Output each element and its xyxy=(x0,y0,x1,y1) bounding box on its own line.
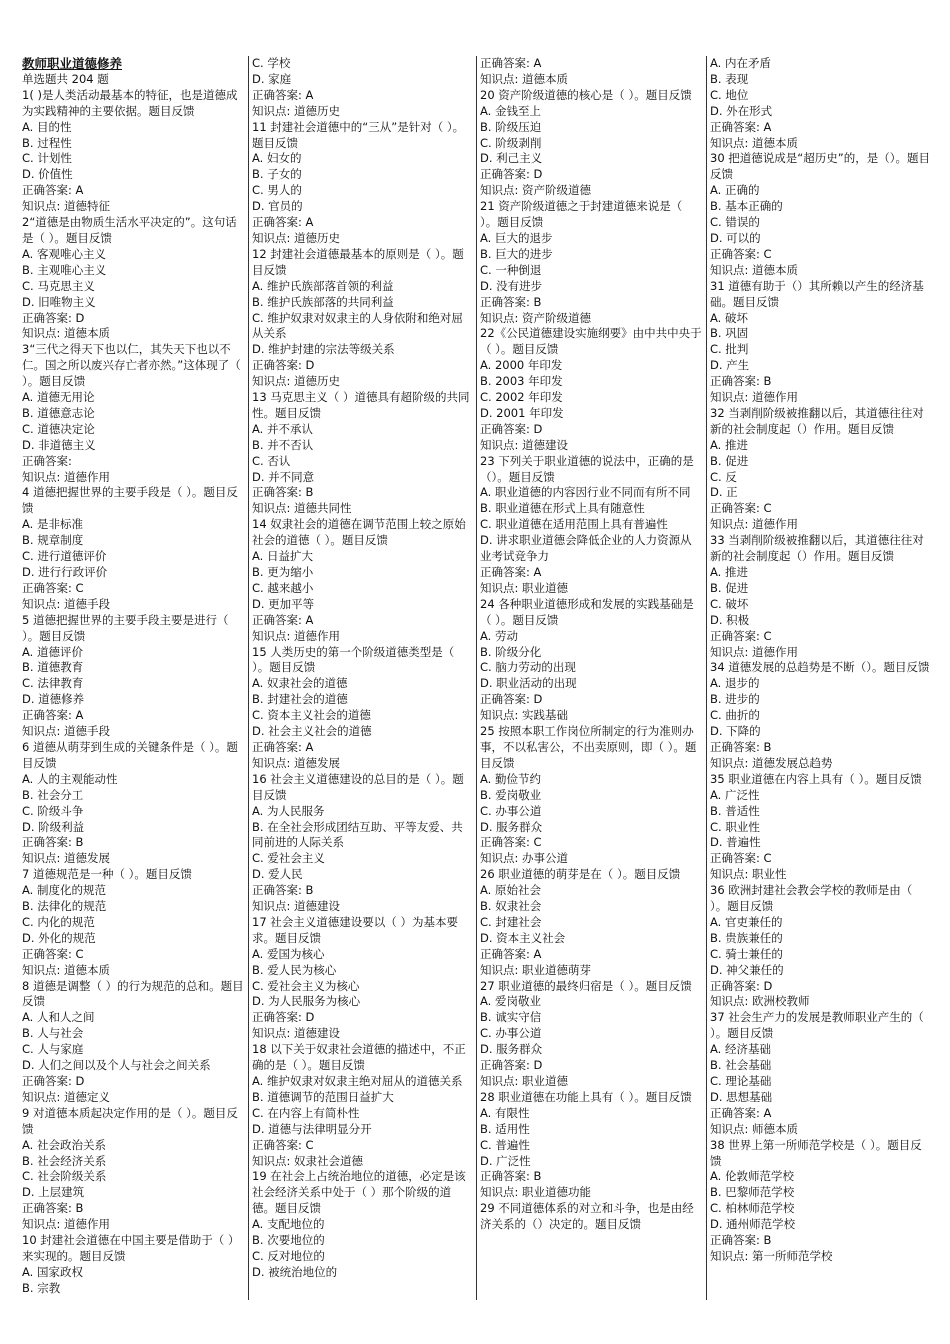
text-line: 正确答案: A xyxy=(252,215,314,230)
text-line: 知识点: 职业性 xyxy=(710,867,787,882)
text-line: A. 目的性 xyxy=(22,119,72,134)
text-line: 正确答案: A xyxy=(710,1105,772,1120)
text-line: 正确答案: D xyxy=(480,692,543,707)
text-column-2 xyxy=(252,56,472,1306)
text-line: A. 2000 年印发 xyxy=(480,358,563,373)
text-line: A. 伦敦师范学校 xyxy=(710,1169,794,1184)
text-line: D. 讲求职业道德会降低企业的人力资源从业考试竞争力 xyxy=(480,533,692,564)
text-line: A. 道德无用论 xyxy=(22,390,95,405)
text-line: 知识点: 道德定义 xyxy=(22,1089,111,1104)
text-line: 正确答案: A xyxy=(480,565,542,579)
text-line: C. 维护奴隶对奴隶主的人身依附和绝对屈从关系 xyxy=(252,310,463,341)
text-line: D. 阶级利益 xyxy=(22,819,85,834)
text-line: 13 马克思主义（ ）道德具有超阶级的共同性。题目反馈 xyxy=(252,390,470,420)
text-line: D. 家庭 xyxy=(252,71,292,86)
text-line: 6 道德从萌芽到生成的关键条件是（ ）。题目反馈 xyxy=(22,739,238,770)
text-line: B. 社会经济关系 xyxy=(22,1153,107,1168)
text-line: C. 人与家庭 xyxy=(22,1042,84,1057)
text-line: B. 社会分工 xyxy=(22,787,84,802)
text-line: D. 产生 xyxy=(710,358,750,373)
text-line: 30 把道德说成是“超历史”的，是（）。题目反馈 xyxy=(710,151,930,182)
text-line: 知识点: 道德作用 xyxy=(22,1217,111,1232)
text-line: B. 促进 xyxy=(710,453,749,468)
text-line: 36 欧洲封建社会教会学校的教师是由（ ）。题目反馈 xyxy=(710,883,916,914)
text-line: C. 内化的规范 xyxy=(22,914,95,929)
text-line: 知识点: 第一所师范学校 xyxy=(710,1248,833,1263)
text-line: C. 破坏 xyxy=(710,596,749,611)
text-line: 知识点: 道德本质 xyxy=(22,326,111,341)
text-line: 正确答案: C xyxy=(710,851,772,866)
text-line: A. 是非标准 xyxy=(22,517,83,532)
text-line: 正确答案: D xyxy=(480,421,543,436)
text-line: B. 宗教 xyxy=(22,1280,61,1295)
text-line: 知识点: 道德作用 xyxy=(710,517,799,532)
text-line: 正确答案: B xyxy=(22,1201,84,1216)
text-line: D. 并不同意 xyxy=(252,469,315,484)
text-line: B. 巩固 xyxy=(710,326,749,341)
text-line: A. 爱岗敬业 xyxy=(480,994,541,1009)
text-line: 18 以下关于奴隶社会道德的描述中，不正确的是（ ）。题目反馈 xyxy=(252,1042,466,1073)
text-line: D. 外在形式 xyxy=(710,103,773,118)
text-line: B. 普适性 xyxy=(710,803,760,818)
text-line: 11 封建社会道德中的“三从”是针对（ ）。题目反馈 xyxy=(252,119,465,150)
text-line: C. 职业性 xyxy=(710,819,760,834)
text-line: 正确答案: C xyxy=(252,1137,314,1152)
text-line: A. 社会政治关系 xyxy=(22,1137,106,1152)
text-line: 24 各种职业道德形成和发展的实践基础是（ ）。题目反馈 xyxy=(480,596,694,627)
text-line: D. 进行行政评价 xyxy=(22,565,108,579)
text-line: 正确答案: B xyxy=(480,294,542,309)
text-line: 正确答案: B xyxy=(22,835,84,850)
text-line: 知识点: 道德本质 xyxy=(710,135,799,150)
text-line: 知识点: 资产阶级道德 xyxy=(480,183,592,198)
text-line: 正确答案: D xyxy=(252,1010,315,1025)
text-line: 知识点: 道德本质 xyxy=(480,71,569,86)
text-line: B. 诚实守信 xyxy=(480,1010,542,1025)
text-line: B. 贵族兼任的 xyxy=(710,930,783,945)
text-line: 正确答案: A xyxy=(252,739,314,754)
text-line: C. 马克思主义 xyxy=(22,278,95,293)
text-line: 知识点: 道德发展 xyxy=(252,755,341,770)
text-line: 知识点: 办事公道 xyxy=(480,851,569,866)
text-line: 知识点: 道德建设 xyxy=(252,1026,341,1041)
text-line: D. 价值性 xyxy=(22,167,73,182)
text-line: 22《公民道德建设实施纲要》由中共中央于（ ）。题目反馈 xyxy=(480,326,702,357)
text-line: 1( )是人类活动最基本的特征，也是道德成为实践精神的主要依据。题目反馈 xyxy=(22,87,238,118)
text-line: D. 利己主义 xyxy=(480,151,543,166)
text-line: C. 计划性 xyxy=(22,151,72,166)
text-line: C. 学校 xyxy=(252,56,291,70)
column-divider xyxy=(476,56,477,1300)
column-divider xyxy=(706,56,707,1300)
text-line: 正确答案: B xyxy=(710,374,772,389)
text-line: 27 职业道德的最终归宿是（ ）。题目反馈 xyxy=(480,978,692,993)
text-line: 5 道德把握世界的主要手段主要是进行（ ）。题目反馈 xyxy=(22,612,233,643)
text-line: 知识点: 欧洲校教师 xyxy=(710,994,810,1009)
text-line: B. 主观唯心主义 xyxy=(22,262,107,277)
text-line: C. 法律教育 xyxy=(22,676,84,691)
text-line: D. 可以的 xyxy=(710,230,761,245)
text-line: 3“三代之得天下也以仁，其失天下也以不仁。国之所以废兴存亡者亦然。”这体现了（ ）。题目反馈 xyxy=(22,342,245,389)
text-line: D. 上层建筑 xyxy=(22,1185,85,1200)
text-line: A. 为人民服务 xyxy=(252,803,325,818)
text-line: 知识点: 道德发展总趋势 xyxy=(710,755,833,770)
text-line: 知识点: 职业道德 xyxy=(480,580,569,595)
text-line: B. 适用性 xyxy=(480,1121,530,1136)
text-line: 29 不同道德体系的对立和斗争，也是由经济关系的（）决定的。题目反馈 xyxy=(480,1201,694,1232)
text-line: A. 并不承认 xyxy=(252,421,313,436)
text-line: 正确答案: D xyxy=(22,310,85,325)
text-line: 正确答案: B xyxy=(710,1233,772,1248)
text-line: D. 维护封建的宗法等级关系 xyxy=(252,342,395,357)
text-line: 33 当剥削阶级被推翻以后，其道德往往对新的社会制度起（）作用。题目反馈 xyxy=(710,533,924,564)
text-line: A. 职业道德的内容因行业不同而有所不同 xyxy=(480,485,691,500)
text-line: D. 没有进步 xyxy=(480,278,543,293)
text-line: 正确答案: C xyxy=(710,628,772,643)
text-line: 正确答案: B xyxy=(252,485,314,500)
text-line: D. 更加平等 xyxy=(252,596,315,611)
text-line: 正确答案: B xyxy=(480,1169,542,1184)
text-line: 知识点: 道德历史 xyxy=(252,230,341,245)
text-line: A. 人的主观能动性 xyxy=(22,771,118,786)
text-line: 正确答案: C xyxy=(22,946,84,961)
text-line: D. 外化的规范 xyxy=(22,930,96,945)
text-line: 32 当剥削阶级被推翻以后，其道德往往对新的社会制度起（）作用。题目反馈 xyxy=(710,405,924,436)
text-line: D. 道德与法律明显分开 xyxy=(252,1121,372,1136)
text-line: 知识点: 职业道德功能 xyxy=(480,1185,592,1200)
text-line: C. 2002 年印发 xyxy=(480,390,563,405)
text-line: A. 维护氏族部落首领的利益 xyxy=(252,278,394,293)
text-line: A. 退步的 xyxy=(710,676,760,691)
text-line: 正确答案: A xyxy=(710,119,772,134)
text-line: D. 被统治地位的 xyxy=(252,1264,338,1279)
text-line: D. 爱人民 xyxy=(252,867,303,882)
text-line: 35 职业道德在内容上具有（ ）。题目反馈 xyxy=(710,771,922,786)
text-line: B. 进步的 xyxy=(710,692,760,707)
text-line: 知识点: 道德建设 xyxy=(480,437,569,452)
text-column-4 xyxy=(710,56,932,1306)
text-line: C. 柏林师范学校 xyxy=(710,1201,795,1216)
text-line: 知识点: 道德本质 xyxy=(710,262,799,277)
text-line: A. 内在矛盾 xyxy=(710,56,771,70)
text-line: 34 道德发展的总趋势是不断（）。题目反馈 xyxy=(710,660,930,675)
text-line: B. 道德意志论 xyxy=(22,405,95,420)
text-line: C. 爱社会主义为核心 xyxy=(252,978,360,993)
text-line: C. 进行道德评价 xyxy=(22,549,107,564)
text-line: 37 社会生产力的发展是教师职业产生的（ ）。题目反馈 xyxy=(710,1010,928,1041)
text-line: 28 职业道德在功能上具有（ ）。题目反馈 xyxy=(480,1089,692,1104)
text-line: A. 客观唯心主义 xyxy=(22,246,106,261)
text-line: 31 道德有助于（）其所赖以产生的经济基础。题目反馈 xyxy=(710,278,924,309)
text-line: 15 人类历史的第一个阶级道德类型是（ ）。题目反馈 xyxy=(252,644,458,675)
text-line: A. 爱国为核心 xyxy=(252,946,325,961)
text-line: 知识点: 道德作用 xyxy=(710,644,799,659)
text-line: B. 爱岗敬业 xyxy=(480,787,542,802)
text-line: D. 广泛性 xyxy=(480,1153,531,1168)
text-line: D. 服务群众 xyxy=(480,819,543,834)
text-line: C. 男人的 xyxy=(252,183,302,198)
text-line: 10 封建社会道德在中国主要是借助于（ ）来实现的。题目反馈 xyxy=(22,1233,240,1263)
text-line: 知识点: 实践基础 xyxy=(480,708,569,723)
text-line: 正确答案: A xyxy=(480,946,542,961)
text-line: B. 并不否认 xyxy=(252,437,314,452)
text-line: B. 促进 xyxy=(710,580,749,595)
text-line: 知识点: 道德历史 xyxy=(252,103,341,118)
text-line: 2“道德是由物质生活水平决定的”。这句话是（ ）。题目反馈 xyxy=(22,215,237,245)
text-line: 知识点: 道德建设 xyxy=(252,899,341,914)
text-line: D. 思想基础 xyxy=(710,1089,773,1104)
document-title: 教师职业道德修养 xyxy=(22,56,123,71)
text-line: C. 阶级斗争 xyxy=(22,803,84,818)
text-line: A. 道德评价 xyxy=(22,644,83,659)
document-page xyxy=(22,56,932,1306)
text-line: 正确答案: C xyxy=(480,835,542,850)
text-line: C. 地位 xyxy=(710,87,749,102)
text-line: C. 反对地位的 xyxy=(252,1248,325,1263)
text-line: C. 办事公道 xyxy=(480,803,542,818)
text-line: 知识点: 道德手段 xyxy=(22,724,111,739)
text-line: C. 反 xyxy=(710,469,737,484)
text-line: 知识点: 资产阶级道德 xyxy=(480,310,592,325)
text-line: B. 法律化的规范 xyxy=(22,899,107,914)
text-line: B. 基本正确的 xyxy=(710,199,783,214)
text-line: 38 世界上第一所师范学校是（ ）。题目反馈 xyxy=(710,1137,922,1168)
text-line: 知识点: 道德发展 xyxy=(22,851,111,866)
text-line: D. 社会主义社会的道德 xyxy=(252,724,372,739)
text-line: A. 经济基础 xyxy=(710,1042,771,1057)
text-line: A. 正确的 xyxy=(710,183,760,198)
text-line: A. 人和人之间 xyxy=(22,1010,95,1025)
text-line: D. 下降的 xyxy=(710,724,761,739)
text-line: 知识点: 道德作用 xyxy=(710,390,799,405)
text-line: 20 资产阶级道德的核心是（ ）。题目反馈 xyxy=(480,87,692,102)
text-line: C. 脑力劳动的出现 xyxy=(480,660,576,675)
text-line: B. 巨大的进步 xyxy=(480,246,553,261)
text-line: B. 巴黎师范学校 xyxy=(710,1185,795,1200)
text-line: 25 按照本职工作岗位所制定的行为准则办事，不以私害公，不出卖原则，即（ ）。题目反馈 xyxy=(480,724,697,770)
text-line: B. 职业道德在形式上具有随意性 xyxy=(480,501,645,516)
text-line: A. 金钱至上 xyxy=(480,103,541,118)
text-line: C. 曲折的 xyxy=(710,708,760,723)
text-line: D. 2001 年印发 xyxy=(480,405,564,420)
text-line: 正确答案: A xyxy=(252,612,314,627)
text-line: D. 通州师范学校 xyxy=(710,1217,796,1232)
text-line: 12 封建社会道德最基本的原则是（ ）。题目反馈 xyxy=(252,246,464,277)
text-line: C. 职业道德在适用范围上具有普遍性 xyxy=(480,517,668,532)
text-line: D. 神父兼任的 xyxy=(710,962,784,977)
text-line: C. 办事公道 xyxy=(480,1026,542,1041)
text-line: B. 奴隶社会 xyxy=(480,899,542,914)
text-line: B. 过程性 xyxy=(22,135,72,150)
text-line: A. 推进 xyxy=(710,437,748,452)
text-line: A. 维护奴隶对奴隶主绝对屈从的道德关系 xyxy=(252,1074,463,1088)
text-line: B. 阶级压迫 xyxy=(480,119,542,134)
text-line: A. 广泛性 xyxy=(710,787,760,802)
text-line: C. 封建社会 xyxy=(480,914,542,929)
text-line: 正确答案: C xyxy=(710,246,772,261)
text-line: 正确答案: xyxy=(22,453,72,468)
text-line: C. 道德决定论 xyxy=(22,421,95,436)
text-line: 正确答案: D xyxy=(252,358,315,373)
text-line: B. 表现 xyxy=(710,71,749,86)
text-line: 26 职业道德的萌芽是在（ ）。题目反馈 xyxy=(480,867,681,882)
text-line: D. 正 xyxy=(710,485,738,500)
text-line: D. 普遍性 xyxy=(710,835,761,850)
text-line: 知识点: 师德本质 xyxy=(710,1121,799,1136)
text-line: A. 劳动 xyxy=(480,628,518,643)
text-line: 14 奴隶社会的道德在调节范围上较之原始社会的道德（ ）。题目反馈 xyxy=(252,517,466,548)
text-line: B. 社会基础 xyxy=(710,1058,772,1073)
text-line: 知识点: 道德作用 xyxy=(252,628,341,643)
text-line: C. 错误的 xyxy=(710,215,760,230)
text-line: C. 阶级剥削 xyxy=(480,135,542,150)
text-line: 知识点: 道德作用 xyxy=(22,469,111,484)
text-line: 正确答案: C xyxy=(22,580,84,595)
text-line: A. 原始社会 xyxy=(480,883,541,898)
text-line: A. 勤俭节约 xyxy=(480,771,541,786)
column-divider xyxy=(248,56,249,1300)
text-column-1 xyxy=(22,56,244,1306)
text-column-3 xyxy=(480,56,702,1306)
text-line: 知识点: 职业道德 xyxy=(480,1074,569,1088)
text-line: B. 子女的 xyxy=(252,167,302,182)
text-line: B. 2003 年印发 xyxy=(480,374,563,389)
text-line: B. 次要地位的 xyxy=(252,1233,325,1248)
text-line: 4 道德把握世界的主要手段是（ ）。题目反馈 xyxy=(22,485,238,516)
text-line: 7 道德规范是一种（ ）。题目反馈 xyxy=(22,867,192,882)
text-line: C. 资本主义社会的道德 xyxy=(252,708,371,723)
text-line: C. 一种倒退 xyxy=(480,262,542,277)
text-line: 正确答案: A xyxy=(22,708,84,723)
text-line: D. 积极 xyxy=(710,612,750,627)
text-line: B. 更为缩小 xyxy=(252,565,314,579)
text-line: 23 下列关于职业道德的说法中，正确的是（）。题目反馈 xyxy=(480,453,694,484)
text-line: D. 服务群众 xyxy=(480,1042,543,1057)
text-line: A. 推进 xyxy=(710,565,748,579)
text-line: D. 官员的 xyxy=(252,199,303,214)
text-line: A. 妇女的 xyxy=(252,151,302,166)
text-line: 知识点: 道德本质 xyxy=(22,962,111,977)
text-line: 16 社会主义道德建设的总目的是（ ）。题目反馈 xyxy=(252,771,464,802)
text-line: A. 巨大的退步 xyxy=(480,230,553,245)
text-line: B. 人与社会 xyxy=(22,1026,84,1041)
text-line: 正确答案: D xyxy=(480,1058,543,1073)
text-line: 正确答案: B xyxy=(710,739,772,754)
text-line: D. 资本主义社会 xyxy=(480,930,566,945)
text-line: 正确答案: C xyxy=(710,501,772,516)
text-line: A. 支配地位的 xyxy=(252,1217,325,1232)
text-line: 知识点: 道德特征 xyxy=(22,199,111,214)
text-line: C. 越来越小 xyxy=(252,580,314,595)
text-line: A. 奴隶社会的道德 xyxy=(252,676,348,691)
text-line: B. 封建社会的道德 xyxy=(252,692,348,707)
text-line: C. 爱社会主义 xyxy=(252,851,325,866)
text-line: 正确答案: D xyxy=(22,1074,85,1088)
text-line: 正确答案: B xyxy=(252,883,314,898)
text-line: A. 日益扩大 xyxy=(252,549,313,564)
text-line: C. 骑士兼任的 xyxy=(710,946,783,961)
text-line: 知识点: 奴隶社会道德 xyxy=(252,1153,364,1168)
text-line: D. 非道德主义 xyxy=(22,437,96,452)
text-line: 知识点: 道德共同性 xyxy=(252,501,352,516)
text-line: A. 国家政权 xyxy=(22,1264,83,1279)
text-line: 17 社会主义道德建设要以（ ）为基本要求。题目反馈 xyxy=(252,914,458,945)
text-line: 单选题共 204 题 xyxy=(22,71,109,86)
text-line: 正确答案: A xyxy=(22,183,84,198)
text-line: 正确答案: D xyxy=(710,978,773,993)
text-line: 正确答案: D xyxy=(480,167,543,182)
text-line: B. 道德教育 xyxy=(22,660,84,675)
text-line: 知识点: 职业道德萌芽 xyxy=(480,962,592,977)
text-line: C. 社会阶级关系 xyxy=(22,1169,107,1184)
text-line: D. 职业活动的出现 xyxy=(480,676,577,691)
text-line: 知识点: 道德历史 xyxy=(252,374,341,389)
text-line: A. 有限性 xyxy=(480,1105,530,1120)
text-line: D. 道德修养 xyxy=(22,692,85,707)
text-line: C. 批判 xyxy=(710,342,749,357)
text-line: D. 旧唯物主义 xyxy=(22,294,96,309)
text-line: B. 维护氏族部落的共同利益 xyxy=(252,294,394,309)
text-line: B. 爱人民为核心 xyxy=(252,962,337,977)
text-line: 正确答案: A xyxy=(252,87,314,102)
text-line: B. 规章制度 xyxy=(22,533,84,548)
text-line: C. 普遍性 xyxy=(480,1137,530,1152)
text-line: C. 在内容上有简朴性 xyxy=(252,1105,360,1120)
text-line: 19 在社会上占统治地位的道德，必定是该社会经济关系中处于（ ）那个阶级的道德。题目反馈 xyxy=(252,1169,466,1216)
text-line: B. 在全社会形成团结互助、平等友爱、共同前进的人际关系 xyxy=(252,819,463,850)
text-line: 正确答案: A xyxy=(480,56,542,70)
text-line: 知识点: 道德手段 xyxy=(22,596,111,611)
text-line: D. 为人民服务为核心 xyxy=(252,994,361,1009)
text-line: 8 道德是调整（ ）的行为规范的总和。题目反馈 xyxy=(22,978,244,1009)
text-line: B. 道德调节的范围日益扩大 xyxy=(252,1089,394,1104)
text-line: A. 破坏 xyxy=(710,310,748,325)
text-line: 9 对道德本质起决定作用的是（ ）。题目反馈 xyxy=(22,1105,238,1136)
text-line: C. 否认 xyxy=(252,453,291,468)
text-line: A. 制度化的规范 xyxy=(22,883,106,898)
text-line: A. 官吏兼任的 xyxy=(710,914,783,929)
text-line: D. 人们之间以及个人与社会之间关系 xyxy=(22,1058,211,1073)
text-line: 21 资产阶级道德之于封建道德来说是（ ）。题目反馈 xyxy=(480,199,686,230)
text-line: B. 阶级分化 xyxy=(480,644,542,659)
text-line: C. 理论基础 xyxy=(710,1074,772,1088)
